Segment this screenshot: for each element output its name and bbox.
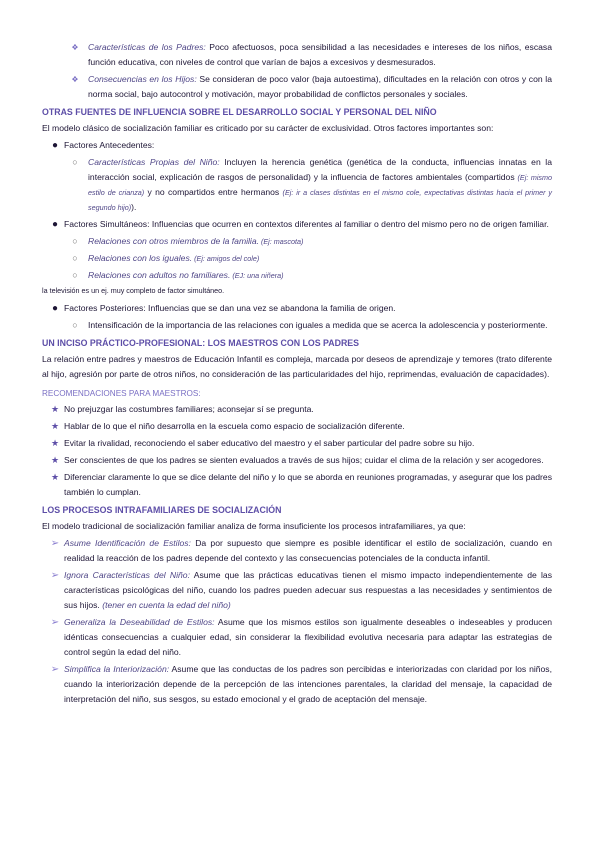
item-text: Evitar la rivalidad, reconociendo el saber educativo del maestro y el saber particular del padre sobre su hijo. (64, 438, 475, 448)
item-text: Poco afectuosos, poca sensibilidad a las necesidades e intereses de los niños, escasa función educativa, con niveles de control que varían de bajos a excesivos y desmesurados. (88, 42, 552, 67)
item-text: ). (131, 202, 137, 212)
item-note: (Ej: mismo estilo de crianza) (88, 173, 552, 197)
bullet-icon: ● (51, 140, 59, 151)
item-text: Factores Simultáneos: Influencias que ocurren en contextos diferentes al familiar o dentro del mismo pero no de origen familiar. (64, 219, 549, 229)
paragraph: El modelo tradicional de socialización familiar analiza de forma insuficiente los procesos intrafamiliares, ya que: (42, 521, 466, 531)
arrow-bullet-icon: ➢ (50, 617, 60, 628)
star-bullet-icon: ★ (50, 455, 60, 465)
item-text: Intensificación de la importancia de las relaciones con iguales a medida que se acerca la adolescencia y posteriormente. (88, 320, 548, 330)
circle-bullet-icon: ○ (72, 253, 78, 263)
list-item (42, 40, 552, 70)
list-item (42, 318, 552, 333)
arrow-bullet-icon: ➢ (50, 570, 60, 581)
item-label: Asume Identificación de Estilos: (64, 538, 191, 548)
list-item (42, 402, 552, 417)
list-item (42, 138, 552, 153)
item-note: (EJ: una niñera) (230, 271, 284, 280)
list-item (42, 234, 552, 249)
circle-bullet-icon: ○ (72, 270, 78, 280)
list-item (42, 568, 552, 613)
item-text: Ser conscientes de que los padres se sienten evaluados a través de sus hijos; cuidar el clima de la relación y ser acogedores. (64, 455, 544, 465)
item-text: Relaciones con los iguales. (88, 253, 193, 263)
list-item (42, 436, 552, 451)
item-text: Relaciones con adultos no familiares. (88, 270, 231, 280)
list-item (42, 470, 552, 500)
item-text: Asume que las conductas de los padres son percibidas e interiorizadas con claridad por los niños, cuando la interiorización depende de la percepción de las intenciones parentales, la claridad del mensaje, la capacidad de interpretación del niño, sus sesgos, su estado emocional y el grado de aceptación del mensaje. (64, 664, 552, 704)
diamond-bullet-icon: ❖ (71, 43, 79, 52)
item-label: Simplifica la Interiorización: (64, 664, 170, 674)
item-text: Incluyen la herencia genética (genética de la conducta, influencias innatas en la interacción social, explicación de rasgos de personalidad) y la influencia de factores ambientales (compartidos (88, 157, 552, 182)
circle-bullet-icon: ○ (72, 157, 78, 167)
item-label: Generaliza la Deseabilidad de Estilos: (64, 617, 215, 627)
subsection-heading: RECOMENDACIONES PARA MAESTROS: (42, 389, 201, 398)
list-item (42, 419, 552, 434)
list-item (42, 72, 552, 102)
item-text: Factores Posteriores: Influencias que se dan una vez se abandona la familia de origen. (64, 303, 396, 313)
paragraph: La relación entre padres y maestros de Educación Infantil es compleja, marcada por deseos de aprendizaje y temores (trato diferente al hijo, agresión por parte de otros niños, no consideración de las particularidades del hijo, reprimendas, evaluación de capacidades). (42, 354, 552, 379)
list-item (42, 301, 552, 316)
item-label: Ignora Características del Niño: (64, 570, 190, 580)
list-item (42, 155, 552, 215)
arrow-bullet-icon: ➢ (50, 664, 60, 675)
star-bullet-icon: ★ (50, 438, 60, 448)
star-bullet-icon: ★ (50, 404, 60, 414)
item-note: (Ej: ir a clases distintas en el mismo cole, expectativas distintas hacia el primer y segundo hijo) (88, 188, 552, 212)
circle-bullet-icon: ○ (72, 320, 78, 330)
item-label: Consecuencias en los Hijos: (88, 74, 197, 84)
bullet-icon: ● (51, 303, 59, 314)
item-label: Características de los Padres: (88, 42, 206, 52)
star-bullet-icon: ★ (50, 472, 60, 482)
list-item (42, 251, 552, 266)
item-text: Diferenciar claramente lo que se dice delante del niño y lo que se aborda en reuniones programadas, y asegurar que los padres también lo cumplan. (64, 472, 552, 497)
item-text: y no compartidos entre hermanos (144, 187, 283, 197)
star-bullet-icon: ★ (50, 421, 60, 431)
section-heading: OTRAS FUENTES DE INFLUENCIA SOBRE EL DESARROLLO SOCIAL Y PERSONAL DEL NIÑO (42, 107, 437, 117)
diamond-bullet-icon: ❖ (71, 75, 79, 84)
item-text: Da por supuesto que siempre es posible identificar el estilo de socialización, cuando en realidad la reacción de los padres depende del contexto y las consecuencias potenciales de la conducta infantil. (64, 538, 552, 563)
bullet-icon: ● (51, 219, 59, 230)
item-text: Se consideran de poco valor (baja autoestima), dificultades en la relación con otros y con la norma social, bajo autocontrol y motivación, mayor probabilidad de conflictos personales y sociales. (88, 74, 552, 99)
item-note: (tener en cuenta la edad del niño) (102, 600, 231, 610)
list-item (42, 268, 552, 283)
list-item (42, 453, 552, 468)
item-text: Relaciones con otros miembros de la familia. (88, 236, 259, 246)
item-note: (Ej: amigos del cole) (192, 254, 260, 263)
section-heading: LOS PROCESOS INTRAFAMILIARES DE SOCIALIZACIÓN (42, 505, 282, 515)
section-heading: UN INCISO PRÁCTICO-PROFESIONAL: LOS MAESTROS CON LOS PADRES (42, 338, 360, 348)
list-item (42, 662, 552, 707)
item-text: Asume que los mismos estilos son igualmente deseables o indeseables y producen idénticas consecuencias a cualquier edad, sin considerar la flexibilidad evolutiva necesaria para adaptar las estrategias de control según la edad del niño. (64, 617, 552, 657)
item-label: Características Propias del Niño: (88, 157, 220, 167)
list-item (42, 217, 552, 232)
circle-bullet-icon: ○ (72, 236, 78, 246)
list-item (42, 615, 552, 660)
item-text: Factores Antecedentes: (64, 140, 155, 150)
item-note: (Ej: mascota) (259, 237, 304, 246)
item-text: No prejuzgar las costumbres familiares; aconsejar sí se pregunta. (64, 404, 314, 414)
arrow-bullet-icon: ➢ (50, 538, 60, 549)
margin-note: la televisión es un ej. muy completo de factor simultáneo. (42, 286, 225, 295)
paragraph: El modelo clásico de socialización familiar es criticado por su carácter de exclusividad. Otros factores importantes son: (42, 123, 494, 133)
list-item (42, 536, 552, 566)
item-text: Hablar de lo que el niño desarrolla en la escuela como espacio de socialización diferente. (64, 421, 405, 431)
item-text: Asume que las prácticas educativas tienen el mismo impacto independientemente de las características psicológicas del niño, cuando los padres pueden adecuar sus respuestas a las necesidades y sentimientos de sus hijos. (64, 570, 552, 610)
